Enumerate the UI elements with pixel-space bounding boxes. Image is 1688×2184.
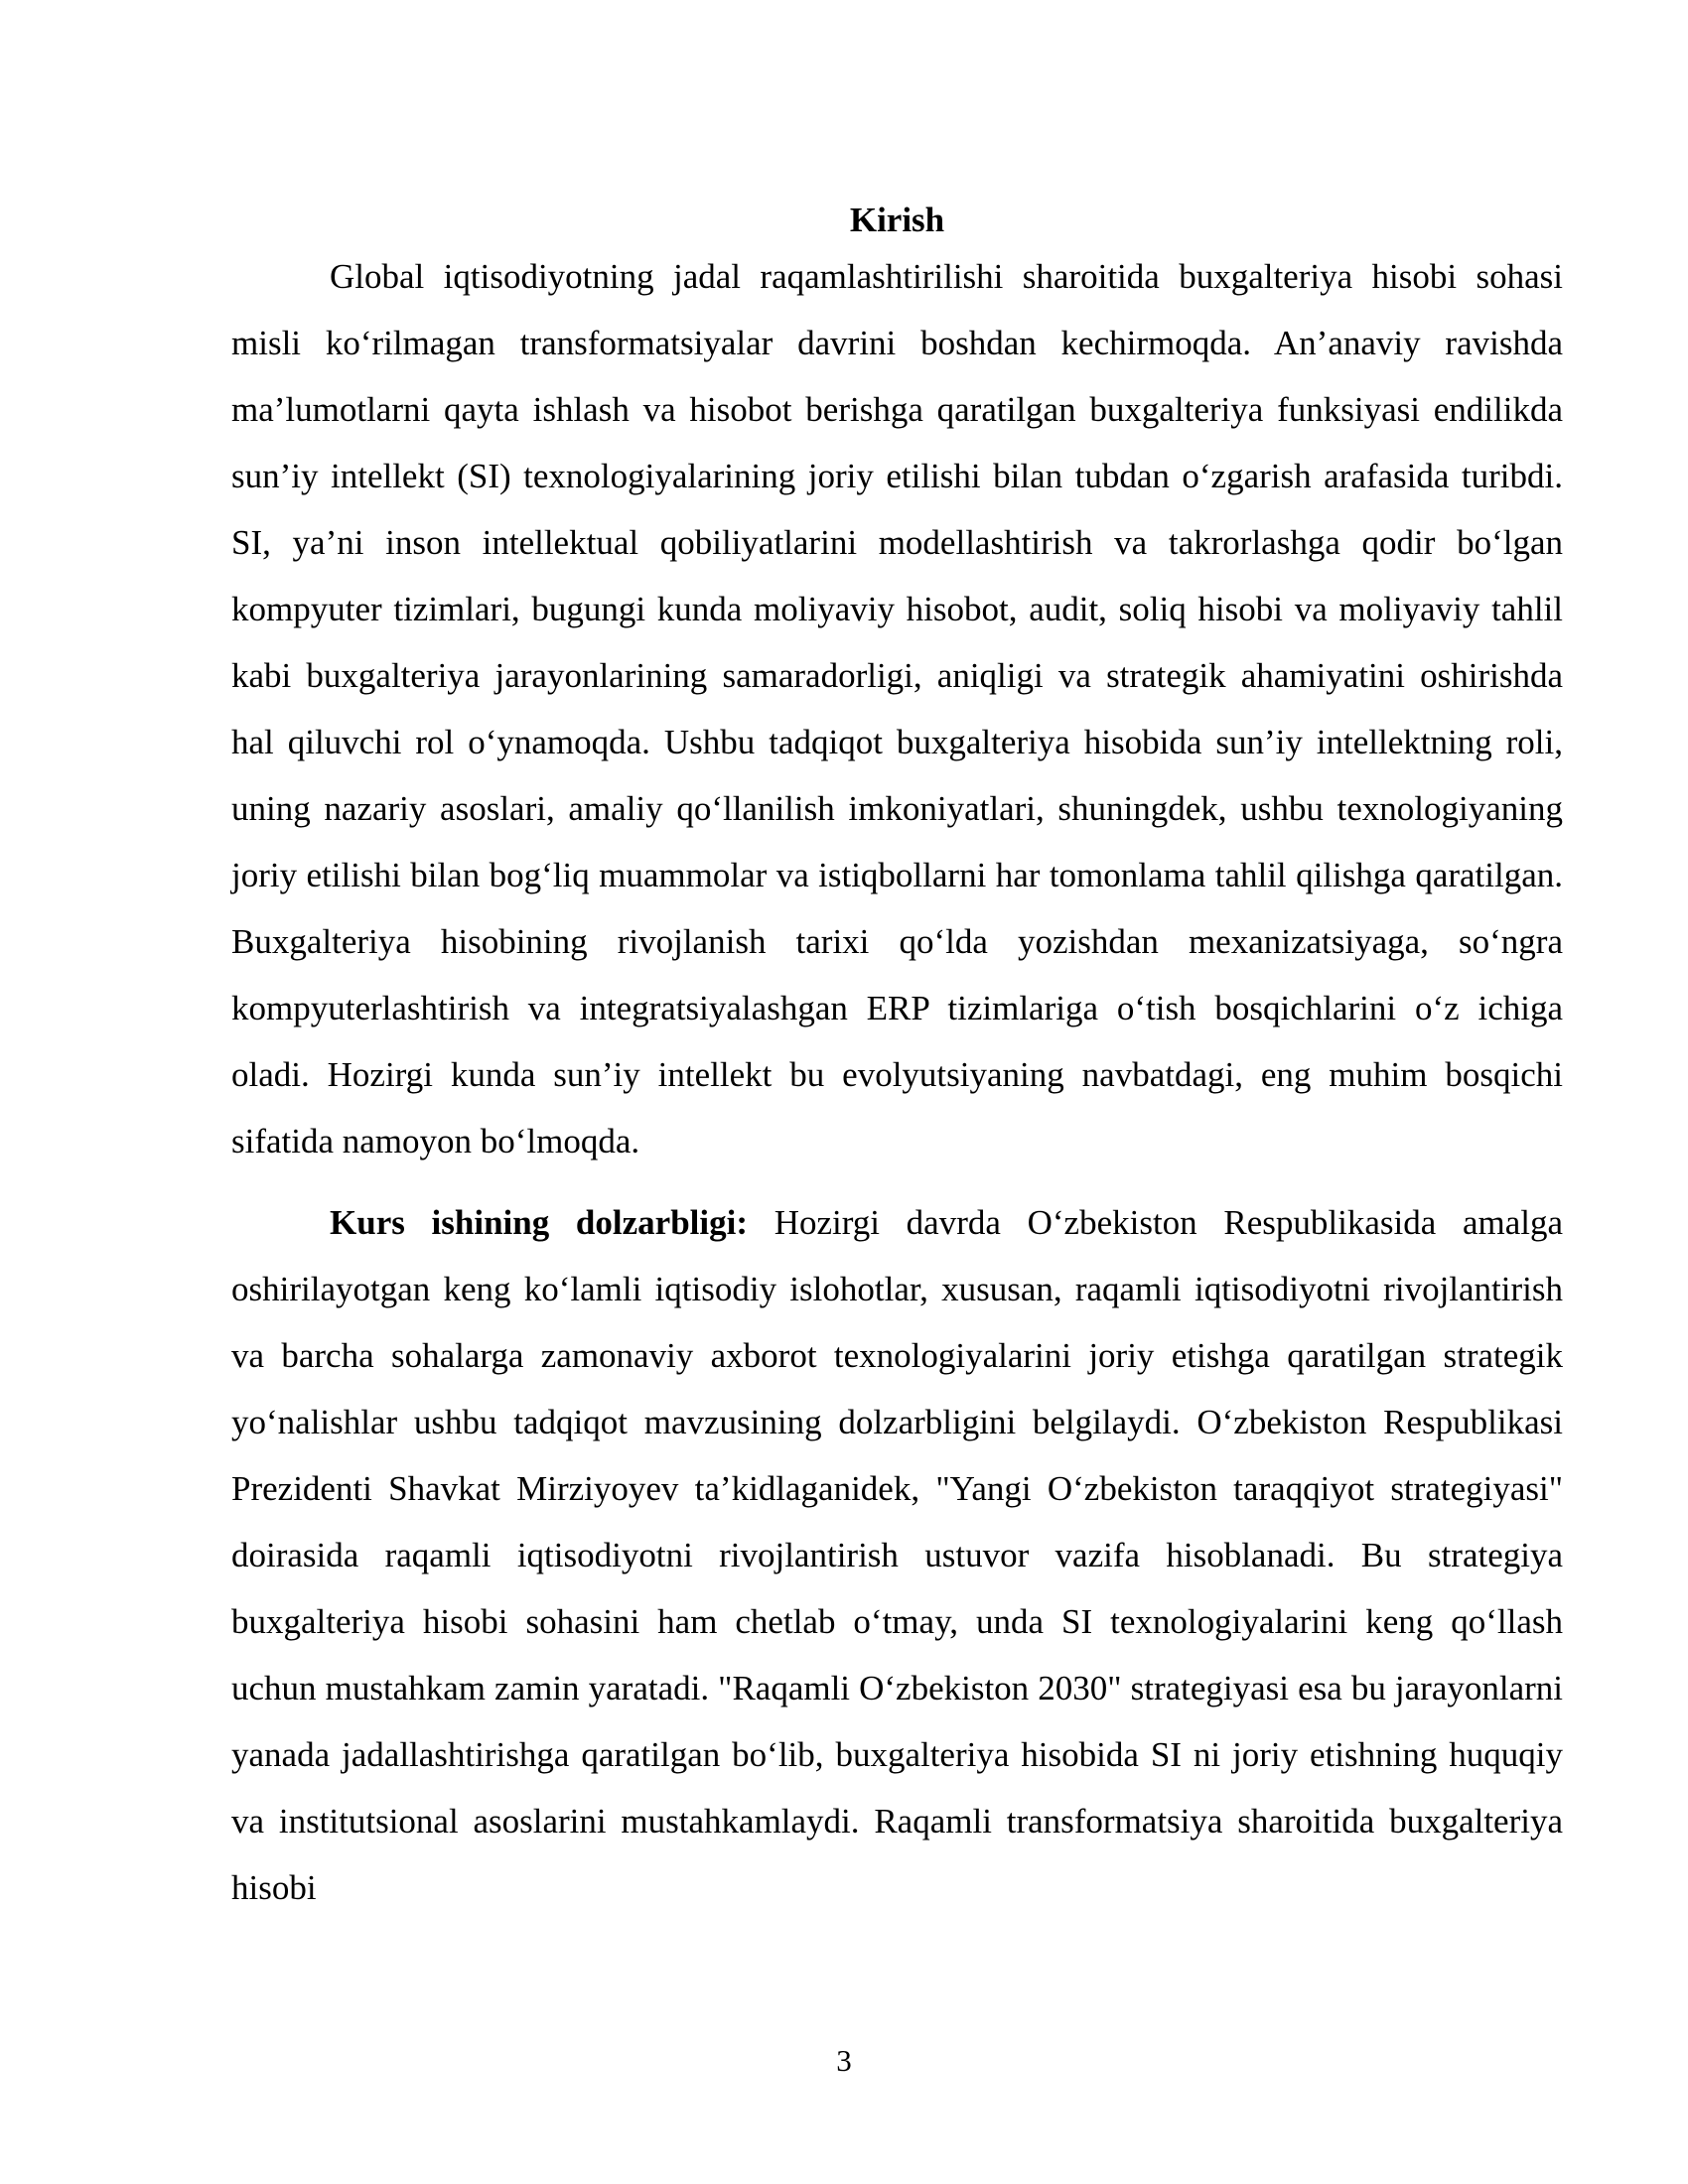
relevance-paragraph (231, 1189, 1563, 1921)
section-heading: Kirish (849, 201, 945, 239)
page-number: 3 (836, 2043, 852, 2078)
intro-paragraph: Global iqtisodiyotning jadal raqamlashtirilishi sharoitida buxgalteriya hisobi sohasi misli ko‘rilmagan transformatsiyalar davrini boshdan kechirmoqda. An’anaviy ravishda ma’lumotlarni qayta ishlash va hisobot berishga qaratilgan buxgalteriya funksiyasi endilikda sun’iy intellekt (SI) texnologiyalarining joriy etilishi bilan tubdan o‘zgarish arafasida turibdi. SI, ya’ni inson intellektual qobiliyatlarini modellashtirish va takrorlashga qodir bo‘lgan kompyuter tizimlari, bugungi kunda moliyaviy hisobot, audit, soliq hisobi va moliyaviy tahlil kabi buxgalteriya jarayonlarining samaradorligi, aniqligi va strategik ahamiyatini oshirishda hal qiluvchi rol o‘ynamoqda. Ushbu tadqiqot buxgalteriya hisobida sun’iy intellektning roli, uning nazariy asoslari, amaliy qo‘llanilish imkoniyatlari, shuningdek, ushbu texnologiyaning joriy etilishi bilan bog‘liq muammolar va istiqbollarni har tomonlama tahlil qilishga qaratilgan. Buxgalteriya hisobining rivojlanish tarixi qo‘lda yozishdan mexanizatsiyaga, so‘ngra kompyuterlashtirish va integratsiyalashgan ERP tizimlariga o‘tish bosqichlarini o‘z ichiga oladi. Hozirgi kunda sun’iy intellekt bu evolyutsiyaning navbatdagi, eng muhim bosqichi sifatida namoyon bo‘lmoqda. (231, 257, 1563, 1160)
page-content (231, 194, 1563, 1921)
relevance-body: Hozirgi davrda O‘zbekiston Respublikasida amalga oshirilayotgan keng ko‘lamli iqtisodiy islohotlar, xususan, raqamli iqtisodiyotni rivojlantirish va barcha sohalarga zamonaviy axborot texnologiyalarini joriy etishga qaratilgan strategik yo‘nalishlar ushbu tadqiqot mavzusining dolzarbligini belgilaydi. O‘zbekiston Respublikasi Prezidenti Shavkat Mirziyoyev ta’kidlaganidek, "Yangi O‘zbekiston taraqqiyot strategiyasi" doirasida raqamli iqtisodiyotni rivojlantirish ustuvor vazifa hisoblanadi. Bu strategiya buxgalteriya hisobi sohasini ham chetlab o‘tmay, unda SI texnologiyalarini keng qo‘llash uchun mustahkam zamin yaratadi. "Raqamli O‘zbekiston 2030" strategiyasi esa bu jarayonlarni yanada jadallashtirishga qaratilgan bo‘lib, buxgalteriya hisobida SI ni joriy etishning huquqiy va institutsional asoslarini mustahkamlaydi. Raqamli transformatsiya sharoitida buxgalteriya hisobi (231, 1203, 1563, 1907)
relevance-lead: Kurs ishining dolzarbligi: (330, 1203, 748, 1242)
